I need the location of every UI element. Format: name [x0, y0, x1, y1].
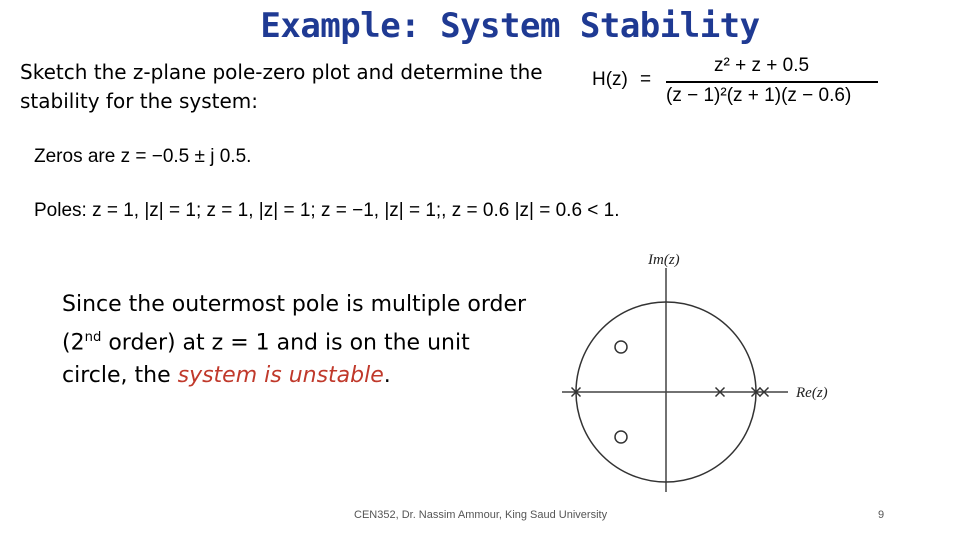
transfer-function — [592, 55, 892, 115]
pole-zero-plot — [556, 246, 856, 500]
conclusion-text — [62, 288, 532, 392]
re-axis-label: Re(z) — [796, 385, 828, 401]
footer-text: CEN352, Dr. Nassim Ammour, King Saud University — [354, 509, 608, 521]
problem-statement: Sketch the z-plane pole-zero plot and determine the stability for the system: — [20, 60, 543, 113]
zero-marker — [615, 341, 627, 353]
page-number: 9 — [878, 509, 885, 521]
zero-marker — [615, 431, 627, 443]
conclusion-superscript: nd — [84, 330, 102, 345]
formula-denominator: (z − 1)²(z + 1)(z − 0.6) — [666, 85, 852, 106]
conclusion-before: Since the outermost pole is multiple order (2 — [62, 292, 527, 356]
formula-lhs: H(z) — [592, 69, 628, 90]
im-axis-label: Im(z) — [648, 252, 680, 268]
conclusion-middle: order) at z = 1 and is on the unit circle, the — [62, 330, 470, 389]
formula-equals: = — [640, 69, 652, 90]
slide-title: Example: System Stability — [260, 6, 760, 46]
formula-numerator: z² + z + 0.5 — [714, 55, 810, 76]
zeros-line: Zeros are z = −0.5 ± j 0.5. — [34, 146, 252, 167]
conclusion-after: . — [383, 363, 391, 389]
unstable-highlight: system is unstable — [177, 363, 384, 389]
poles-line: Poles: z = 1, |z| = 1; z = 1, |z| = 1; z = −1, |z| = 1;, z = 0.6 |z| = 0.6 < 1. — [34, 200, 620, 221]
fraction-bar — [666, 81, 878, 83]
